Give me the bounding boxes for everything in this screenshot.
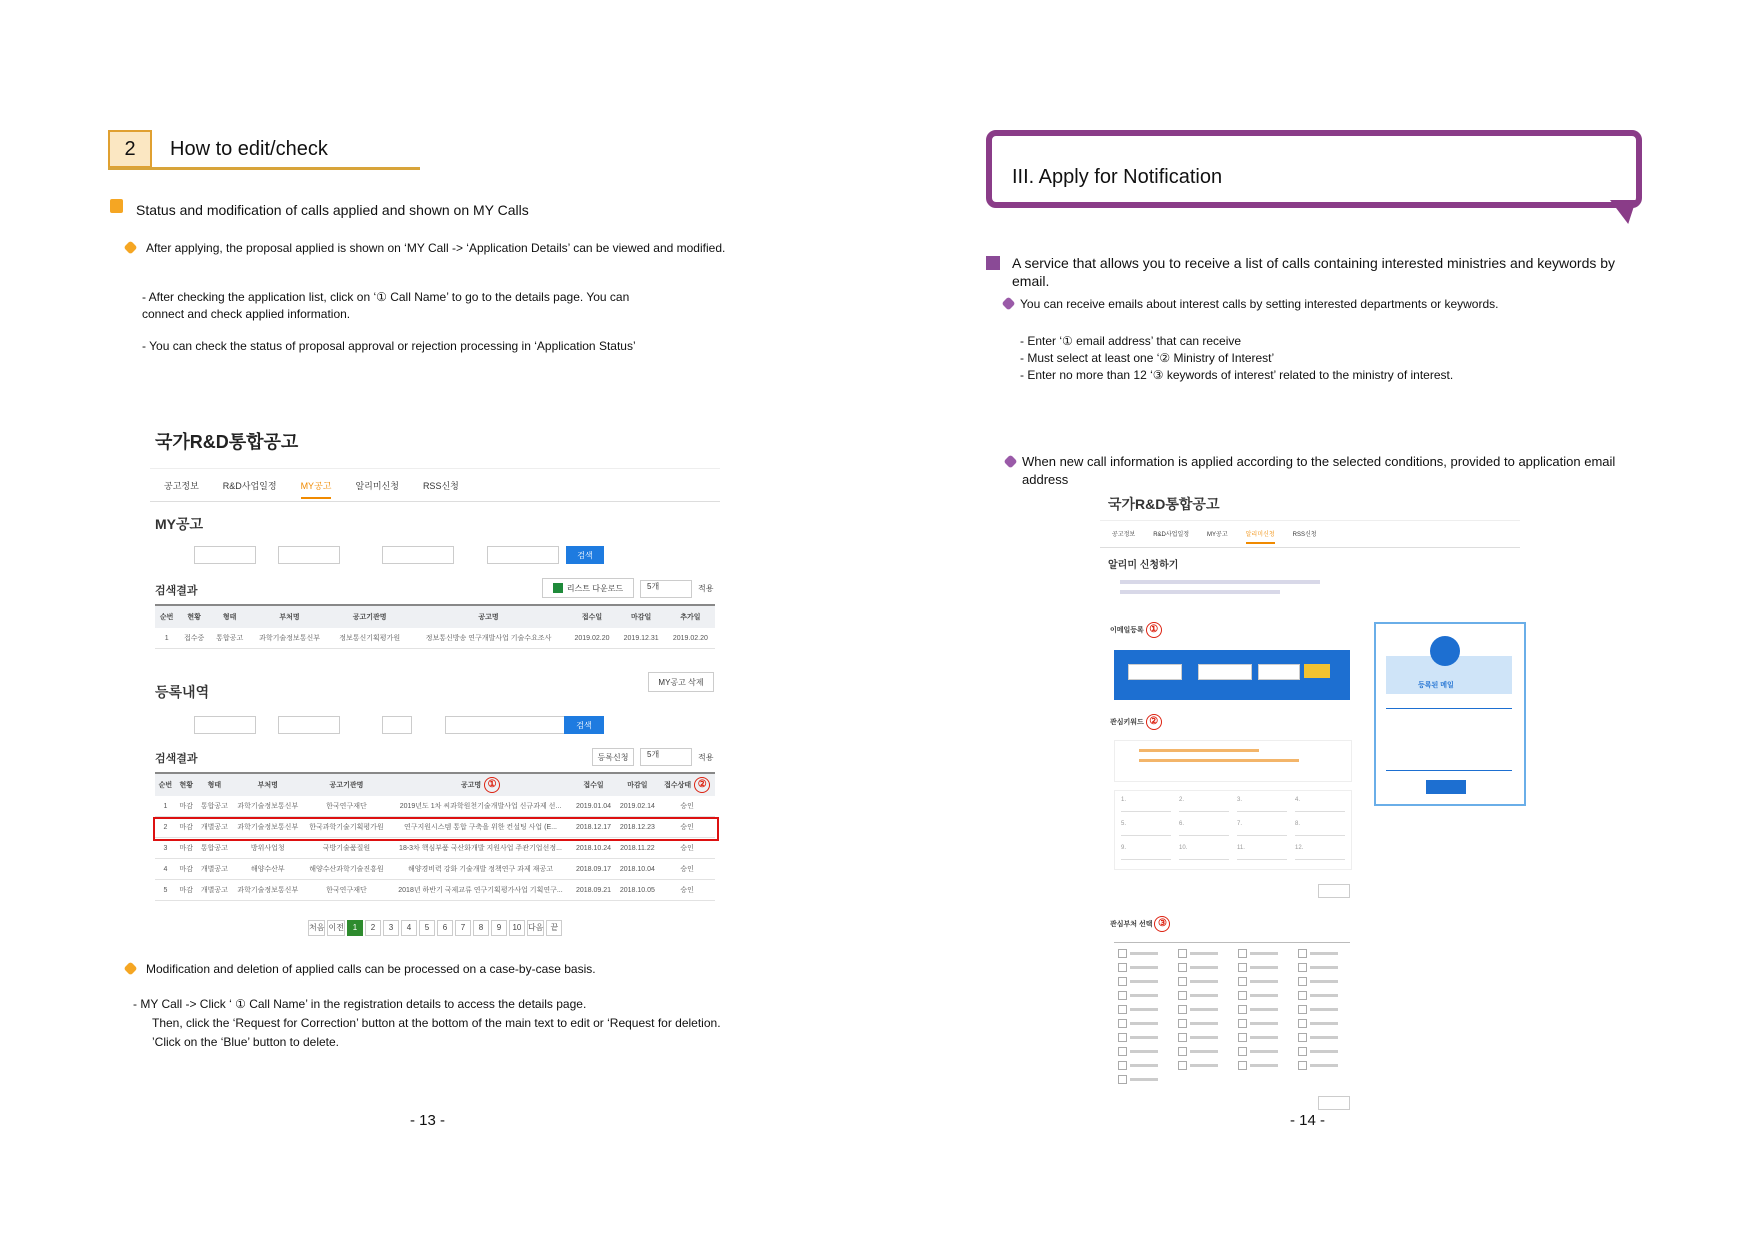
page-link[interactable]: 1	[347, 920, 363, 936]
keyword-input[interactable]: 9.	[1121, 845, 1171, 860]
shot-results-label: 검색결과	[155, 585, 198, 597]
keyword-input[interactable]: 5.	[1121, 821, 1171, 836]
section-number: 2	[108, 130, 152, 168]
shot-status-select[interactable]	[382, 716, 412, 734]
dash-check-list-2: connect and check applied information.	[142, 307, 351, 321]
ministry-checkbox[interactable]	[1178, 963, 1218, 972]
shot-email-domain-input[interactable]	[1198, 664, 1252, 680]
bullet-after-applying: After applying, the proposal applied is shown on ‘MY Call -> ‘Application Details’ can be viewed and modified.	[146, 241, 726, 255]
shot-site-title: 국가R&D통합공고	[155, 432, 299, 452]
shot-results-label-2: 검색결과	[155, 753, 198, 765]
bullet-new-call-line1: When new call information is applied according to the selected conditions, provided to application email	[1022, 454, 1616, 469]
shot-search-button[interactable]: 검색	[566, 546, 604, 564]
table-cell: 통합공고	[197, 838, 232, 859]
table-cell: 정보통신기획평가원	[330, 628, 410, 649]
shot-date-to[interactable]	[278, 546, 340, 564]
table-cell: 4	[155, 859, 176, 880]
keyword-input[interactable]: 11.	[1237, 845, 1287, 860]
bullet-receive-emails: You can receive emails about interest calls by setting interested departments or keywords.	[1020, 297, 1499, 311]
table-header-cell: 형태	[210, 605, 250, 628]
circle-number-1: ①	[1146, 622, 1162, 638]
table-header-cell: 추가일	[666, 605, 715, 628]
table-header-cell: 공고명	[410, 605, 568, 628]
shot-apply-link[interactable]: 적용	[698, 584, 714, 593]
page-number-left: - 13 -	[410, 1112, 446, 1129]
ministry-checkbox[interactable]	[1238, 963, 1278, 972]
heading-service-line1: A service that allows you to receive a list of calls containing interested ministries and keywords by	[1012, 255, 1616, 271]
shot-nav-item[interactable]: R&D사업일정	[1153, 532, 1190, 538]
page-link[interactable]: 10	[509, 920, 525, 936]
page-link[interactable]: 4	[401, 920, 417, 936]
shot-nav-bar	[150, 468, 720, 502]
circle-number: ①	[484, 777, 500, 793]
ministry-checkbox[interactable]	[1238, 1005, 1278, 1014]
shot-per-page-select-2[interactable]: 5개	[640, 748, 692, 766]
shot-nav-item[interactable]: 공고정보	[164, 481, 199, 491]
dash-my-call-2: Then, click the ‘Request for Correction’ button at the bottom of the main text to edit or ‘Request for deletion.	[152, 1016, 721, 1030]
table-header-cell: 접수상태 ②	[659, 773, 715, 796]
table-row[interactable]	[155, 880, 715, 901]
table-cell: 2	[155, 817, 176, 838]
table-cell: 2018.12.23	[615, 817, 659, 838]
ministry-checkbox[interactable]	[1118, 1033, 1158, 1042]
ministry-checkbox[interactable]	[1178, 1033, 1218, 1042]
shot-keyword-grid	[1114, 790, 1352, 870]
purple-square-bullet-icon	[986, 256, 1000, 270]
ministry-checkbox[interactable]	[1178, 991, 1218, 1000]
shot-apply-link-2[interactable]: 적용	[698, 753, 714, 762]
table-cell: 2018.12.17	[572, 817, 616, 838]
orange-hexagon-bullet-icon	[123, 240, 137, 254]
ministry-checkbox[interactable]	[1298, 963, 1338, 972]
table-cell: 국방기술품질원	[304, 838, 390, 859]
my-call-screenshot	[150, 420, 720, 940]
page-link[interactable]: 8	[473, 920, 489, 936]
heading-service-line2: email.	[1012, 273, 1050, 289]
table-header-cell: 마감일	[615, 773, 659, 796]
table-cell: 2018.10.24	[572, 838, 616, 859]
ministry-checkbox[interactable]	[1238, 1047, 1278, 1056]
ministry-checkbox[interactable]	[1238, 1033, 1278, 1042]
table-cell: 승인	[659, 838, 715, 859]
table-cell: 과학기술정보통신부	[232, 880, 303, 901]
page-link[interactable]: 끝	[546, 920, 562, 936]
table-header-cell: 순번	[155, 605, 178, 628]
table-header-cell: 접수일	[572, 773, 616, 796]
table-cell: 방위사업청	[232, 838, 303, 859]
circle-number-2: ②	[1146, 714, 1162, 730]
ministry-checkbox[interactable]	[1118, 1075, 1158, 1084]
table-header-cell: 부처명	[232, 773, 303, 796]
table-cell: 승인	[659, 817, 715, 838]
table-cell: 정보통신방송 연구개발사업 기술수요조사	[410, 628, 568, 649]
ministry-checkbox[interactable]	[1298, 1047, 1338, 1056]
table-header-cell: 마감일	[617, 605, 666, 628]
shot-select-2[interactable]	[487, 546, 559, 564]
shot-ministry-checklist	[1114, 942, 1350, 1093]
keyword-input[interactable]: 7.	[1237, 821, 1287, 836]
table-header-cell: 공고명 ①	[389, 773, 571, 796]
shot-ministry-save-button[interactable]	[1318, 1096, 1350, 1110]
excel-icon	[553, 583, 563, 593]
ministry-checkbox[interactable]	[1298, 1005, 1338, 1014]
notification-screenshot	[1100, 490, 1530, 1080]
dash-status: - You can check the status of proposal approval or rejection processing in ‘Application Status’	[142, 339, 636, 353]
shot-register-button[interactable]: 등록신청	[592, 748, 634, 766]
table-cell: 연구지원시스템 통합 구축을 위한 컨설팅 사업 (E...	[389, 817, 571, 838]
ministry-checkbox[interactable]	[1238, 991, 1278, 1000]
table-cell: 2019년도 1차 씨과학원천기술개발사업 신규과제 선...	[389, 796, 571, 817]
ministry-checkbox[interactable]	[1238, 977, 1278, 986]
shot-site-title: 국가R&D통합공고	[1108, 496, 1220, 512]
page-link[interactable]: 6	[437, 920, 453, 936]
table-header-cell: 형태	[197, 773, 232, 796]
keyword-input[interactable]: 3.	[1237, 797, 1287, 812]
shot-registration-heading: 등록내역	[155, 684, 210, 700]
purple-hexagon-bullet-icon	[1003, 454, 1017, 468]
table-cell: 승인	[659, 796, 715, 817]
page-link[interactable]: 이전	[327, 920, 344, 936]
shot-my-heading: MY공고	[155, 516, 204, 532]
keyword-input[interactable]: 1.	[1121, 797, 1171, 812]
page-number-right: - 14 -	[1290, 1112, 1326, 1129]
shot-email-add-button[interactable]	[1304, 664, 1330, 678]
keyword-input[interactable]: 6.	[1179, 821, 1229, 836]
shot-date-to-2[interactable]	[278, 716, 340, 734]
ministry-checkbox[interactable]	[1178, 1047, 1218, 1056]
dash-ministry: - Must select at least one ‘② Ministry of Interest’	[1020, 351, 1275, 365]
shot-keyword-add-button[interactable]	[1318, 884, 1350, 898]
table-cell: 마감	[176, 838, 197, 859]
shot-registered-mail-panel	[1374, 622, 1526, 806]
ministry-checkbox[interactable]	[1118, 1019, 1158, 1028]
table-cell: 3	[155, 838, 176, 859]
shot-email-id-input[interactable]	[1128, 664, 1182, 680]
table-cell: 2018.10.04	[615, 859, 659, 880]
ministry-checkbox[interactable]	[1238, 1061, 1278, 1070]
table-cell: 5	[155, 880, 176, 901]
keyword-input[interactable]: 12.	[1295, 845, 1345, 860]
table-cell: 해양경비력 강화 기술개발 정책연구 과제 재공고	[389, 859, 571, 880]
shot-nav-item-active[interactable]: 알리미신청	[1246, 532, 1275, 544]
keyword-input[interactable]: 8.	[1295, 821, 1345, 836]
ministry-checkbox[interactable]	[1298, 949, 1338, 958]
table-header-cell: 현황	[178, 605, 210, 628]
table-cell: 개별공고	[197, 817, 232, 838]
ministry-checkbox[interactable]	[1298, 991, 1338, 1000]
shot-table-my-calls	[155, 604, 715, 649]
table-cell: 2019.02.20	[567, 628, 616, 649]
table-cell: 승인	[659, 859, 715, 880]
shot-nav-item[interactable]: 공고정보	[1112, 532, 1136, 538]
shot-nav-item[interactable]: RSS신청	[422, 481, 459, 491]
ministry-checkbox[interactable]	[1118, 949, 1158, 958]
circle-number-3: ③	[1154, 916, 1170, 932]
shot-email-panel	[1114, 650, 1350, 700]
table-cell: 통합공고	[197, 796, 232, 817]
table-cell: 해양수산과학기술진흥원	[304, 859, 390, 880]
shot-keyword-label: 관심키워드 ②	[1110, 714, 1162, 730]
shot-pagination	[308, 920, 564, 936]
shot-call-name-input[interactable]	[445, 716, 577, 734]
shot-nav-item[interactable]: R&D사업일정	[222, 481, 277, 491]
table-header-cell: 접수일	[567, 605, 616, 628]
shot-heading: 알리미 신청하기	[1108, 560, 1179, 571]
table-cell: 개별공고	[197, 859, 232, 880]
circle-number: ②	[694, 777, 710, 793]
shot-nav-bar	[1100, 520, 1520, 548]
table-cell: 1	[155, 628, 178, 649]
ministry-checkbox[interactable]	[1298, 1033, 1338, 1042]
shot-notice-line	[1120, 580, 1320, 584]
ministry-checkbox[interactable]	[1298, 977, 1338, 986]
keyword-input[interactable]: 4.	[1295, 797, 1345, 812]
table-cell: 한국연구재단	[304, 880, 390, 901]
page-link[interactable]: 다음	[527, 920, 544, 936]
table-header-cell: 공고기관명	[330, 605, 410, 628]
table-cell: 승인	[659, 880, 715, 901]
table-cell: 한국연구재단	[304, 796, 390, 817]
shot-nav-item-active[interactable]: MY공고	[301, 481, 332, 499]
shot-date-from[interactable]	[194, 546, 256, 564]
table-cell: 한국과학기술기획평가원	[304, 817, 390, 838]
shot-email-label: 이메일등록 ①	[1110, 622, 1162, 638]
ministry-checkbox[interactable]	[1238, 949, 1278, 958]
table-cell: 통합공고	[210, 628, 250, 649]
shot-search-row-1	[164, 546, 559, 564]
table-cell: 마감	[176, 880, 197, 901]
table-header-cell: 순번	[155, 773, 176, 796]
page-link[interactable]: 5	[419, 920, 435, 936]
ministry-checkbox[interactable]	[1118, 1005, 1158, 1014]
dash-my-call-1: - MY Call -> Click ‘ ① Call Name’ in the registration details to access the details page.	[133, 997, 587, 1011]
table-cell: 2019.12.31	[617, 628, 666, 649]
table-row[interactable]	[155, 628, 715, 649]
page-link[interactable]: 2	[365, 920, 381, 936]
page-link[interactable]: 7	[455, 920, 471, 936]
highlight-box	[153, 817, 719, 841]
shot-search-button-2[interactable]: 검색	[564, 716, 604, 734]
shot-ministry-label: 관심부처 선택 ③	[1110, 916, 1170, 932]
table-cell: 1	[155, 796, 176, 817]
dash-keywords: - Enter no more than 12 ‘③ keywords of interest’ related to the ministry of interest.	[1020, 368, 1454, 382]
table-row[interactable]	[155, 796, 715, 817]
table-cell: 2018.09.21	[572, 880, 616, 901]
table-cell: 과학기술정보통신부	[250, 628, 330, 649]
table-header-cell: 부처명	[250, 605, 330, 628]
ministry-checkbox[interactable]	[1178, 1061, 1218, 1070]
ministry-checkbox[interactable]	[1118, 977, 1158, 986]
shot-nav-item[interactable]: MY공고	[1207, 532, 1228, 538]
heading-status-modification: Status and modification of calls applied and shown on MY Calls	[136, 202, 529, 218]
ministry-checkbox[interactable]	[1178, 949, 1218, 958]
table-cell: 개별공고	[197, 880, 232, 901]
table-cell: 2018년 하반기 국제교류 연구기획평가사업 기획연구...	[389, 880, 571, 901]
table-cell: 마감	[176, 817, 197, 838]
ministry-checkbox[interactable]	[1298, 1019, 1338, 1028]
purple-hexagon-bullet-icon	[1001, 296, 1015, 310]
table-cell: 2018.11.22	[615, 838, 659, 859]
ministry-checkbox[interactable]	[1178, 977, 1218, 986]
table-row[interactable]	[155, 859, 715, 880]
orange-square-bullet-icon	[110, 199, 123, 213]
table-cell: 18-3차 핵심부품 국산화개발 지원사업 주관기업선정...	[389, 838, 571, 859]
shot-nav-item[interactable]: RSS신청	[1292, 532, 1317, 538]
ministry-checkbox[interactable]	[1118, 963, 1158, 972]
ministry-checkbox[interactable]	[1118, 1047, 1158, 1056]
table-cell: 과학기술정보통신부	[232, 796, 303, 817]
keyword-input[interactable]: 10.	[1179, 845, 1229, 860]
dash-my-call-3: ’Click on the ‘Blue’ button to delete.	[152, 1035, 340, 1049]
banner-tail	[1610, 200, 1636, 224]
table-cell: 마감	[176, 796, 197, 817]
bullet-new-call-line2: address	[1022, 472, 1069, 487]
table-header-cell: 현황	[176, 773, 197, 796]
bullet-modification-deletion: Modification and deletion of applied calls can be processed on a case-by-case basis.	[146, 962, 596, 976]
shot-date-from-2[interactable]	[194, 716, 256, 734]
table-cell: 2018.10.05	[615, 880, 659, 901]
table-cell: 해양수산부	[232, 859, 303, 880]
shot-registered-mail-label: 등록된 메일	[1418, 682, 1454, 689]
ministry-checkbox[interactable]	[1298, 1061, 1338, 1070]
orange-hexagon-bullet-icon	[123, 961, 137, 975]
ministry-checkbox[interactable]	[1118, 1061, 1158, 1070]
section-title: How to edit/check	[170, 138, 328, 160]
chapter-title: III. Apply for Notification	[1012, 166, 1223, 188]
shot-keyword-notice	[1114, 740, 1352, 782]
keyword-input[interactable]: 2.	[1179, 797, 1229, 812]
shot-email-select[interactable]	[1258, 664, 1300, 680]
shot-list-download-button[interactable]: 리스트 다운로드	[542, 578, 634, 598]
table-cell: 2019.01.04	[572, 796, 616, 817]
shot-nav-item[interactable]: 알리미신청	[355, 481, 399, 491]
table-header-cell: 공고기관명	[304, 773, 390, 796]
shot-per-page-select[interactable]: 5개	[640, 580, 692, 598]
ministry-checkbox[interactable]	[1238, 1019, 1278, 1028]
page-link[interactable]: 처음	[308, 920, 325, 936]
mail-check-icon	[1430, 636, 1460, 666]
ministry-checkbox[interactable]	[1178, 1005, 1218, 1014]
shot-search-row-2	[164, 716, 577, 734]
shot-select-1[interactable]	[382, 546, 454, 564]
table-cell: 2019.02.20	[666, 628, 715, 649]
table-cell: 접수중	[178, 628, 210, 649]
page-link[interactable]: 9	[491, 920, 507, 936]
table-cell: 과학기술정보통신부	[232, 817, 303, 838]
table-cell: 2018.09.17	[572, 859, 616, 880]
shot-confirm-button[interactable]	[1426, 780, 1466, 794]
section-underline	[108, 167, 420, 170]
table-cell: 마감	[176, 859, 197, 880]
shot-delete-my-call-button[interactable]: MY공고 삭제	[648, 672, 714, 692]
page-link[interactable]: 3	[383, 920, 399, 936]
ministry-checkbox[interactable]	[1118, 991, 1158, 1000]
ministry-checkbox[interactable]	[1178, 1019, 1218, 1028]
dash-email-address: - Enter ‘① email address’ that can receive	[1020, 334, 1242, 348]
table-cell: 2019.02.14	[615, 796, 659, 817]
shot-notice-line	[1120, 590, 1280, 594]
dash-check-list-1: - After checking the application list, click on ‘① Call Name’ to go to the details page. You can	[142, 290, 630, 304]
